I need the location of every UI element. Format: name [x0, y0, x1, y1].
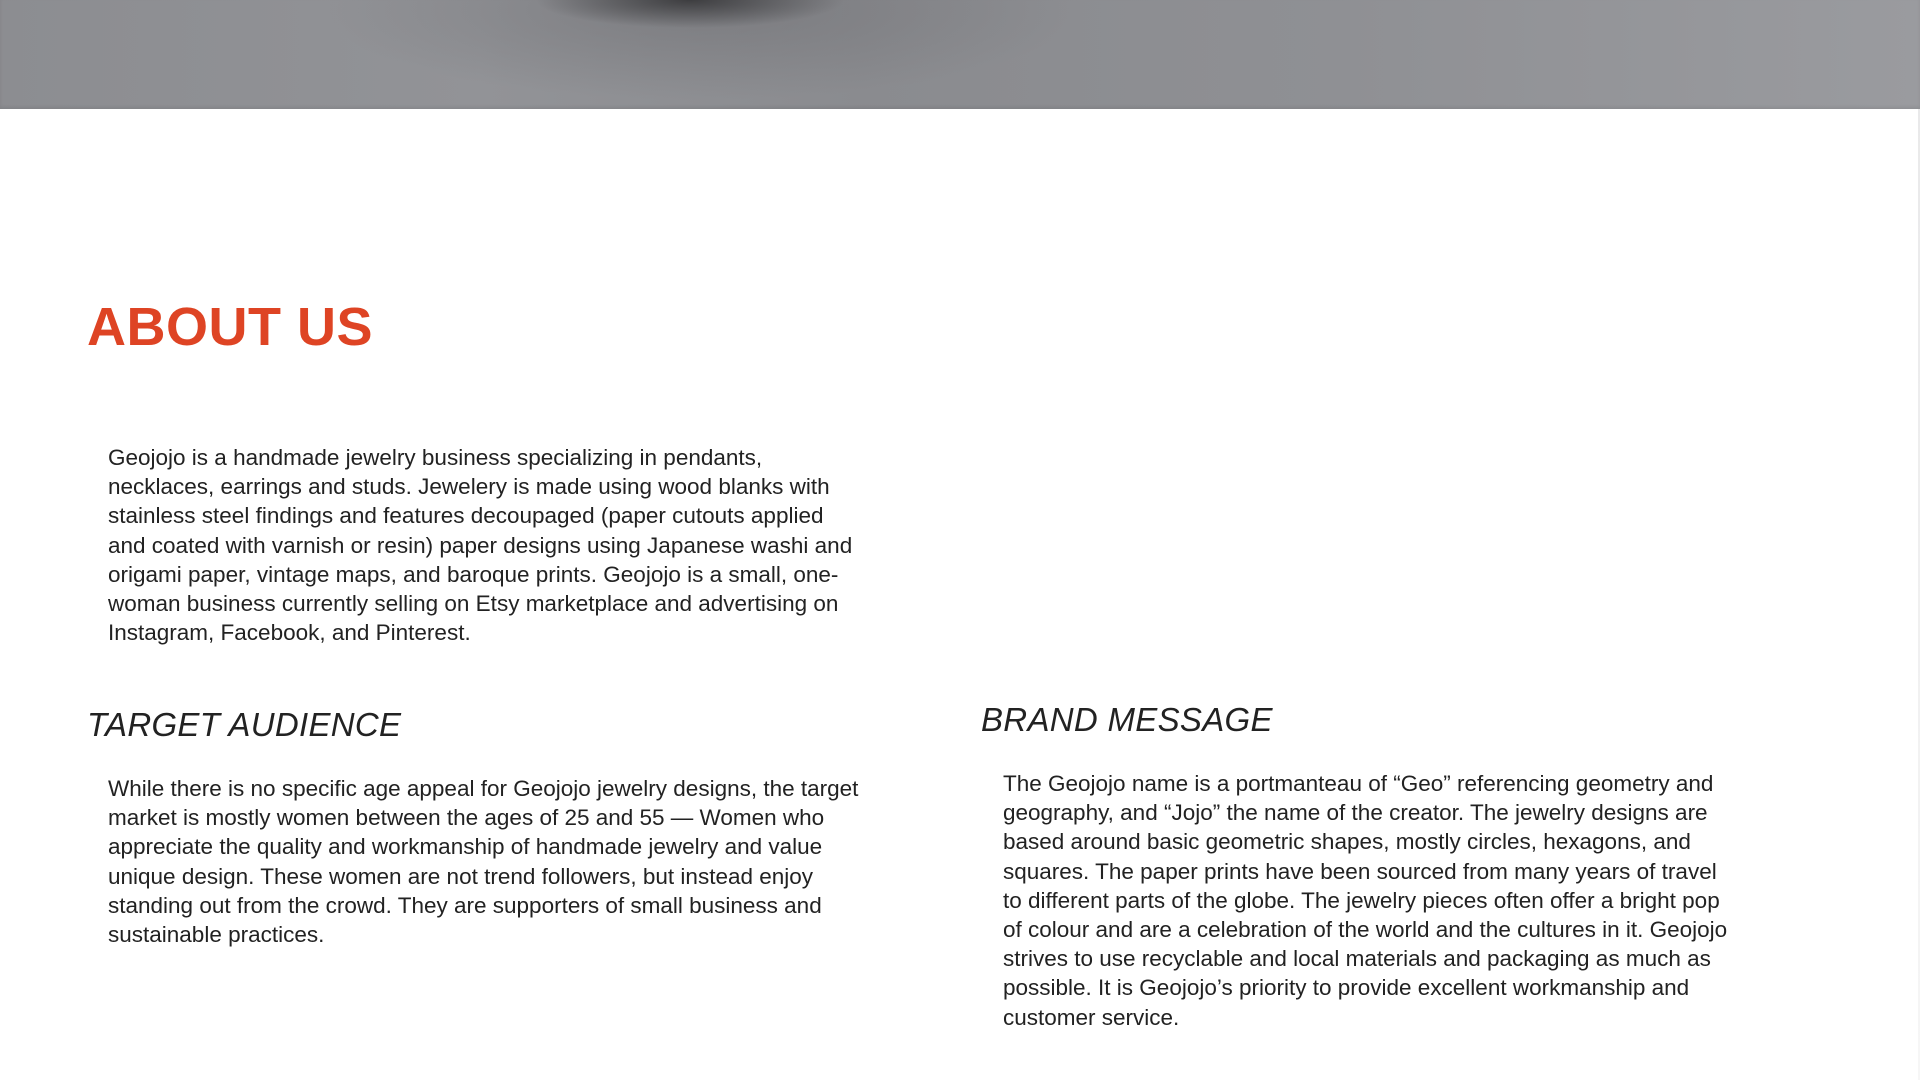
brand-message-line: strives to use recyclable and local materials and packaging as much as: [1003, 946, 1711, 972]
header-photo-banner: [0, 0, 1920, 109]
brand-message-line: of colour and are a celebration of the world and the cultures in it. Geojojo: [1003, 917, 1728, 943]
about-line: woman business currently selling on Etsy marketplace and advertising on: [108, 591, 839, 617]
about-line: and coated with varnish or resin) paper designs using Japanese washi and: [108, 532, 853, 558]
target-audience-line: market is mostly women between the ages of 25 and 55 — Women who: [108, 805, 825, 831]
brand-message-line: customer service.: [1003, 1004, 1180, 1030]
about-line: necklaces, earrings and studs. Jewelery is made using wood blanks with: [108, 474, 830, 500]
target-audience-line: While there is no specific age appeal for Geojojo jewelry designs, the target: [108, 776, 859, 801]
target-audience-heading: TARGET AUDIENCE: [87, 706, 402, 743]
about-line: Geojojo is a handmade jewelry business specializing in pendants,: [108, 445, 763, 470]
brand-message-line: to different parts of the globe. The jewelry pieces often offer a bright pop: [1003, 887, 1720, 913]
brand-message-line: geography, and “Jojo” the name of the creator. The jewelry designs are: [1003, 800, 1708, 826]
target-audience-line: sustainable practices.: [108, 922, 325, 948]
about-line: stainless steel findings and features decoupaged (paper cutouts applied: [108, 503, 824, 529]
target-audience-line: unique design. These women are not trend followers, but instead enjoy: [108, 863, 814, 889]
brand-message-line: possible. It is Geojojo’s priority to provide excellent workmanship and: [1003, 975, 1690, 1001]
about-us-paragraph: [108, 443, 928, 647]
brand-message-heading: BRAND MESSAGE: [981, 701, 1273, 738]
target-audience-line: appreciate the quality and workmanship of handmade jewelry and value: [108, 834, 823, 860]
about-us-title: ABOUT US: [87, 297, 373, 357]
brand-message-line: based around basic geometric shapes, mostly circles, hexagons, and: [1003, 829, 1691, 855]
target-audience-line: standing out from the crowd. They are supporters of small business and: [108, 892, 822, 918]
brand-message-line: squares. The paper prints have been sourced from many years of travel: [1003, 858, 1717, 884]
about-line: Instagram, Facebook, and Pinterest.: [108, 620, 471, 646]
brand-message-line: The Geojojo name is a portmanteau of “Geo” referencing geometry and: [1003, 771, 1714, 796]
about-line: origami paper, vintage maps, and baroque prints. Geojojo is a small, one-: [108, 561, 839, 587]
brand-message-paragraph: [1003, 769, 1823, 1032]
target-audience-paragraph: [108, 774, 948, 949]
